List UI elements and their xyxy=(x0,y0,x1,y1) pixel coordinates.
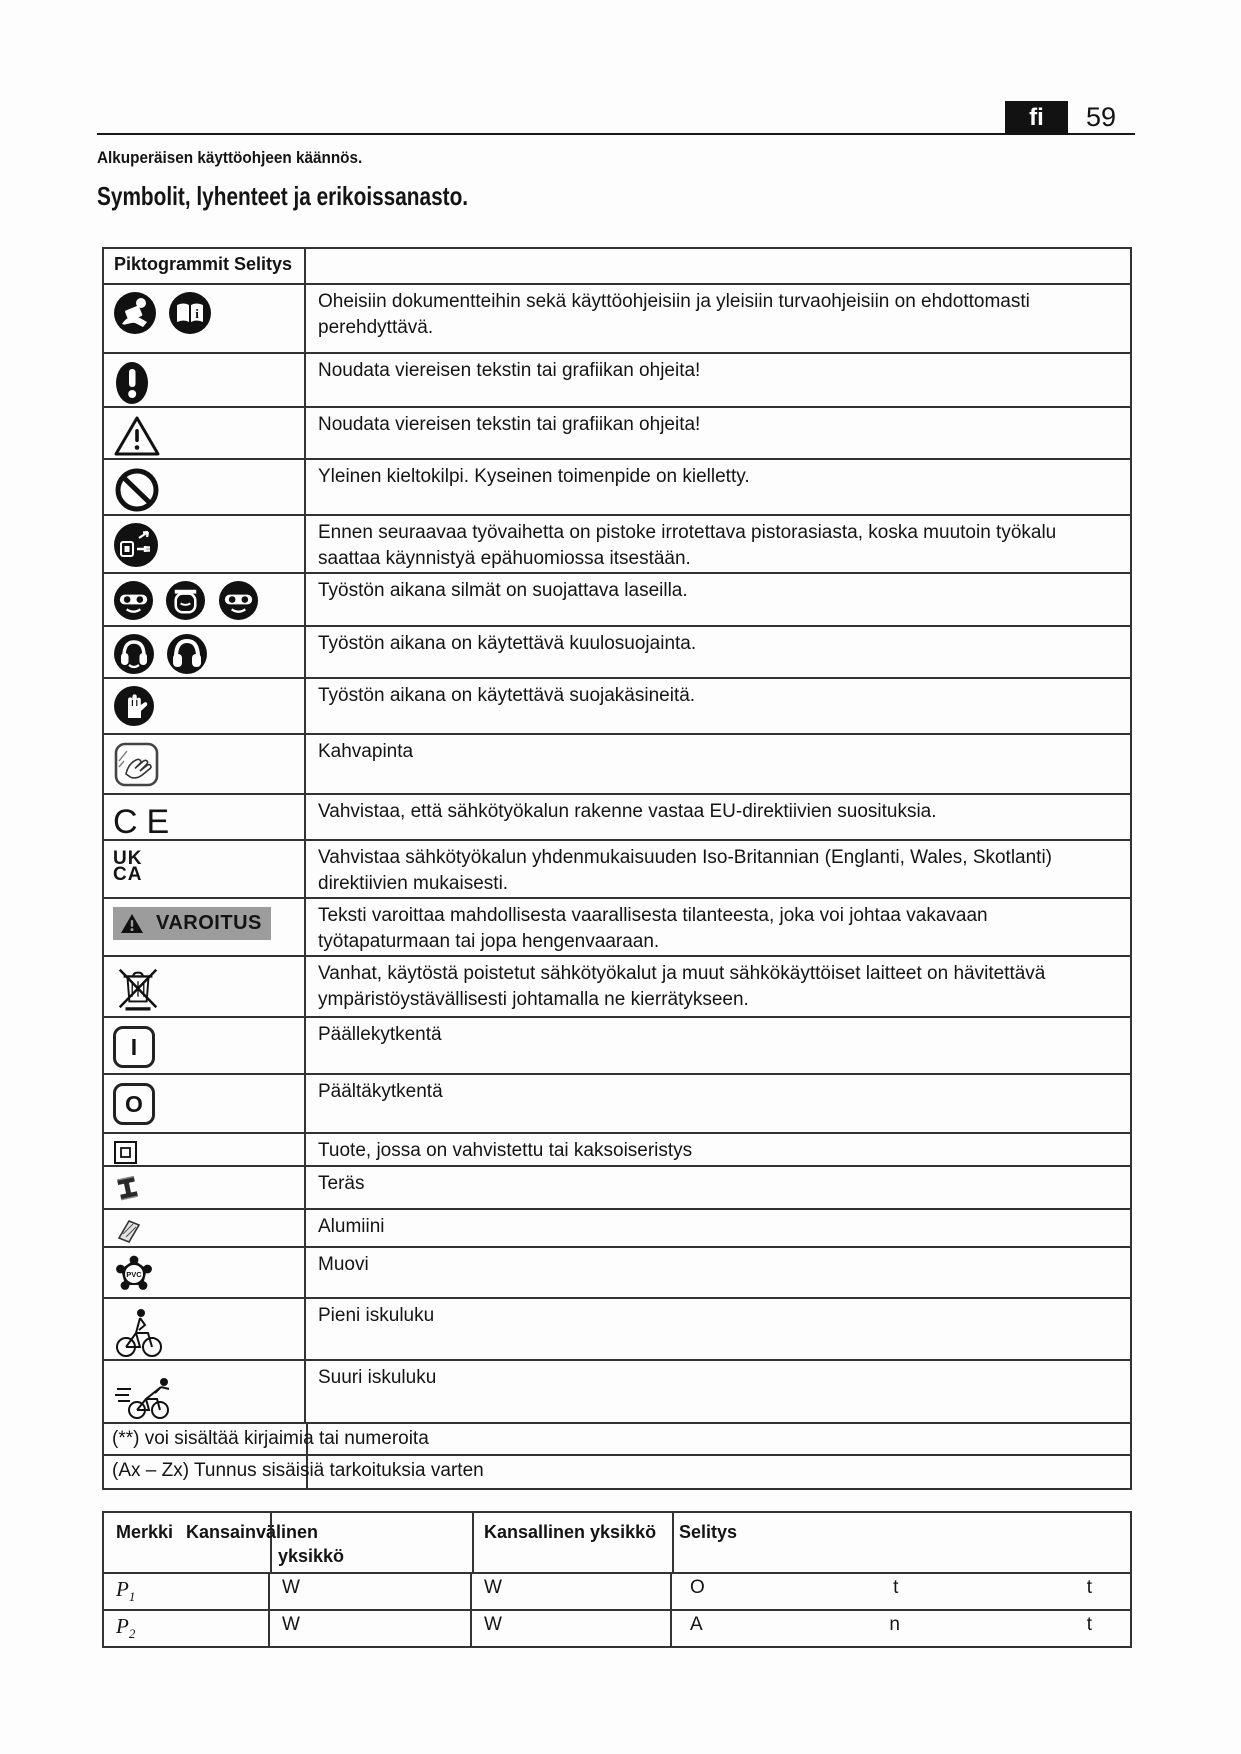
language-badge: fi xyxy=(1005,101,1068,135)
footnote-text: (Ax – Zx) Tunnus sisäisiä tarkoituksia varten xyxy=(103,1455,1131,1489)
svg-text:PVC: PVC xyxy=(126,1270,142,1279)
unit-header-national: Kansallinen yksikkö xyxy=(484,1522,657,1542)
explanation-text: Teksti varoittaa mahdollisesta vaarallisesta tilanteesta, joka voi johtaa vakavaan työtapaturmaan tai jopa hengenvaaraan. xyxy=(305,898,1131,956)
table-row xyxy=(103,1298,1131,1360)
table-row xyxy=(103,515,1131,573)
table-row xyxy=(103,353,1131,407)
national-unit-cell: W xyxy=(471,1610,671,1647)
table-row xyxy=(103,284,1131,353)
safety-goggles-icon xyxy=(218,580,266,597)
explanation-text: Päältäkytkentä xyxy=(305,1074,1131,1133)
unit-table-header-row xyxy=(103,1512,1131,1573)
explanation-text: Tuote, jossa on vahvistettu tai kaksoiseristys xyxy=(305,1133,1131,1166)
unit-row xyxy=(103,1573,1131,1610)
pictogram-table xyxy=(102,247,1132,1490)
unit-table xyxy=(102,1511,1132,1648)
footnote-row xyxy=(103,1455,1131,1489)
explanation-text: Päällekytkentä xyxy=(305,1017,1131,1074)
unit-header-merkki: Merkki xyxy=(116,1522,174,1542)
page-title: Symbolit, lyhenteet ja erikoissanasto. xyxy=(97,181,469,211)
table-row xyxy=(103,956,1131,1017)
explanation-text: Työstön aikana on käytettävä suojakäsineitä. xyxy=(305,678,1131,734)
warning-triangle-icon xyxy=(113,414,168,431)
explanation-text: Teräs xyxy=(305,1166,1131,1209)
table-row xyxy=(103,1166,1131,1209)
explanation-text: Muovi xyxy=(305,1247,1131,1298)
footnote-text: (**) voi sisältää kirjaimia tai numeroita xyxy=(103,1423,1131,1455)
fast-cyclist-icon xyxy=(113,1367,180,1384)
table-row xyxy=(103,1017,1131,1074)
double-insulation-icon xyxy=(113,1140,145,1157)
footnote-row xyxy=(103,1423,1131,1455)
explanation-text: Kahvapinta xyxy=(305,734,1131,794)
explanation-text: Vahvistaa, että sähkötyökalun rakenne vastaa EU-direktiivien suosituksia. xyxy=(305,794,1131,840)
table-row xyxy=(103,1209,1131,1247)
explanation-text: Vahvistaa sähkötyökalun yhdenmukaisuuden Iso-Britannian (Englanti, Wales, Skotlanti) direktiivien mukaisesti. xyxy=(305,840,1131,898)
varoitus-signal-word-icon: VAROITUS xyxy=(113,907,271,940)
warning-triangle-glyph xyxy=(120,913,144,935)
pictogram-table-header: Piktogrammit Selitys xyxy=(103,248,305,284)
table-row xyxy=(103,626,1131,678)
table-row xyxy=(103,1133,1131,1166)
unit-header-selitys: Selitys xyxy=(679,1522,738,1542)
ukca-mark-icon: UK CA xyxy=(113,848,143,885)
slow-cyclist-icon xyxy=(113,1305,172,1322)
weee-crossed-bin-icon xyxy=(113,963,170,980)
table-row xyxy=(103,734,1131,794)
explanation-text: Alumiini xyxy=(305,1209,1131,1247)
table-row xyxy=(103,840,1131,898)
explanation-text: Ennen seuraavaa työvaihetta on pistoke irrotettava pistorasiasta, koska muutoin työkalu saattaa käynnistyä epähuomiossa itsestään. xyxy=(305,515,1131,573)
table-row xyxy=(103,573,1131,626)
explanation-text: Oheisiin dokumentteihin sekä käyttöohjeisiin ja yleisiin turvaohjeisiin on ehdottomasti perehdyttävä. xyxy=(305,284,1131,353)
selitys-cell: A n t xyxy=(671,1610,1131,1647)
explanation-text: Vanhat, käytöstä poistetut sähkötyökalut ja muut sähkökäyttöiset laitteet on hävitettävä ympäristöystävällisesti johtamalla ne kierrätykseen. xyxy=(305,956,1131,1017)
table-row xyxy=(103,898,1131,956)
aluminium-sheet-icon xyxy=(113,1216,150,1233)
explanation-text: Noudata viereisen tekstin tai grafiikan ohjeita! xyxy=(305,353,1131,407)
explanation-text: Noudata viereisen tekstin tai grafiikan ohjeita! xyxy=(305,407,1131,459)
ear-protection-icon xyxy=(113,633,162,650)
reading-person-icon xyxy=(113,291,164,308)
symbol-cell: $P_2$ xyxy=(103,1610,269,1647)
explanation-text: Pieni iskuluku xyxy=(305,1298,1131,1360)
table-header-row xyxy=(103,248,1131,284)
table-row xyxy=(103,407,1131,459)
table-row xyxy=(103,1074,1131,1133)
unplug-mains-icon xyxy=(113,522,166,539)
national-unit-cell: W xyxy=(471,1573,671,1610)
explanation-text: Työstön aikana on käytettävä kuulosuojainta. xyxy=(305,626,1131,678)
explanation-text: Suuri iskuluku xyxy=(305,1360,1131,1423)
symbol-cell: $P_1$ xyxy=(103,1573,269,1610)
international-unit-cell: W xyxy=(269,1573,471,1610)
face-shield-icon xyxy=(165,580,213,597)
grip-surface-icon xyxy=(113,741,167,758)
explanation-text: Yleinen kieltokilpi. Kyseinen toimenpide on kielletty. xyxy=(305,459,1131,515)
translation-note: Alkuperäisen käyttöohjeen käännös. xyxy=(97,148,363,167)
pvc-plastic-icon xyxy=(113,1254,162,1279)
table-row xyxy=(103,794,1131,840)
svg-text:i: i xyxy=(195,306,200,321)
header-rule xyxy=(97,133,1135,135)
switch-off-icon: O xyxy=(113,1083,155,1125)
protective-glove-icon xyxy=(113,685,162,702)
safety-goggles-icon xyxy=(113,580,161,597)
steel-beam-icon xyxy=(113,1173,150,1190)
table-row xyxy=(103,459,1131,515)
manual-info-book-icon xyxy=(168,291,219,321)
prohibition-sign-icon xyxy=(113,466,168,483)
attention-exclamation-icon xyxy=(113,360,158,377)
explanation-text: Työstön aikana silmät on suojattava laseilla. xyxy=(305,573,1131,626)
header-empty-cell xyxy=(305,248,1131,284)
ce-mark-icon: CE xyxy=(113,803,179,840)
international-unit-cell: W xyxy=(269,1610,471,1647)
switch-on-icon: I xyxy=(113,1026,155,1068)
selitys-cell: O t t xyxy=(671,1573,1131,1610)
ear-muffs-icon xyxy=(166,633,215,650)
unit-header-international: Kansainvälinen yksikkö xyxy=(186,1522,345,1566)
page-number: 59 xyxy=(1085,102,1117,132)
table-row xyxy=(103,1247,1131,1298)
table-row xyxy=(103,678,1131,734)
unit-row xyxy=(103,1610,1131,1647)
table-row xyxy=(103,1360,1131,1423)
